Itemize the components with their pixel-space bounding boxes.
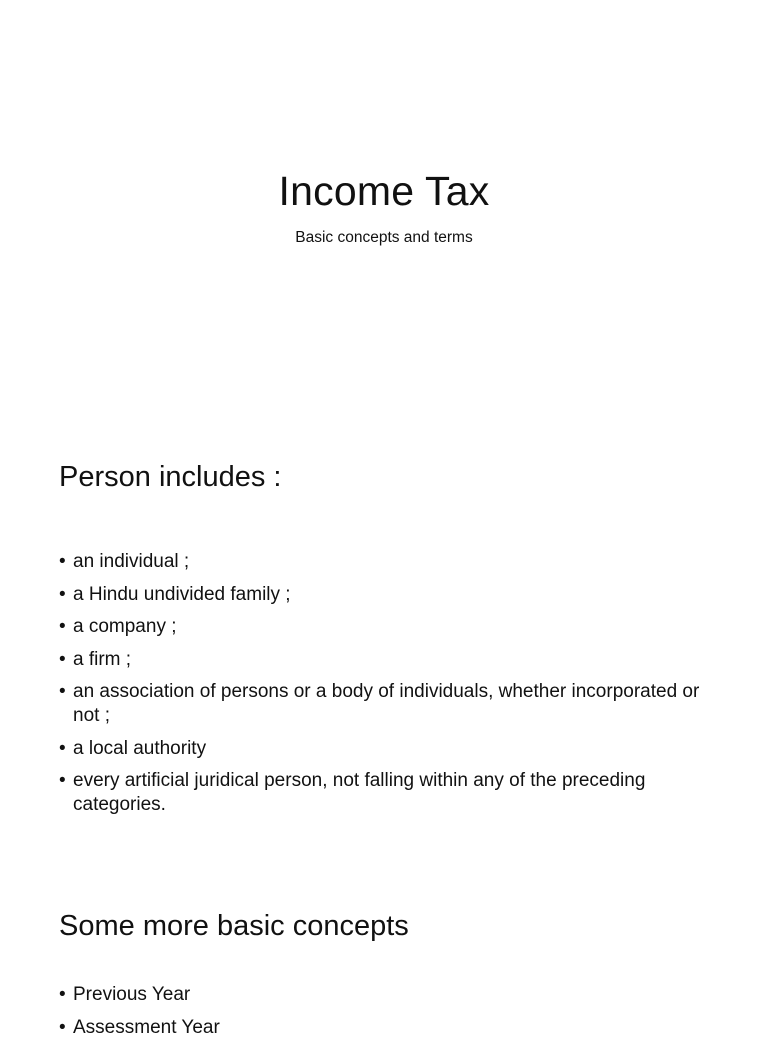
list-item (59, 769, 719, 817)
bullet-icon: • (59, 984, 66, 1005)
list-item-text: Previous Year (73, 984, 191, 1005)
person-includes-list (59, 550, 719, 826)
list-item-text: a Hindu undivided family ; (73, 583, 291, 605)
list-item (59, 1016, 719, 1040)
list-item (59, 550, 719, 574)
list-item (59, 615, 719, 639)
bullet-icon: • (59, 648, 66, 670)
bullet-icon: • (59, 616, 66, 637)
bullet-icon: • (59, 770, 66, 791)
section-heading-person-includes: Person includes : (59, 461, 282, 493)
list-item (59, 680, 719, 728)
bullet-icon: • (59, 681, 66, 702)
list-item-text: an individual ; (73, 551, 190, 572)
bullet-icon: • (59, 583, 66, 605)
list-item (59, 583, 719, 607)
bullet-icon: • (59, 737, 66, 759)
list-item (59, 983, 719, 1007)
section-heading-more-concepts: Some more basic concepts (59, 910, 409, 942)
list-item-text: every artificial juridical person, not falling within any of the preceding categories. (73, 770, 646, 815)
list-item-text: a firm ; (73, 648, 132, 670)
list-item (59, 648, 719, 672)
list-item-text: a company ; (73, 616, 177, 637)
bullet-icon: • (59, 551, 66, 572)
list-item-text: Assessment Year (73, 1016, 220, 1038)
list-item-text: a local authority (73, 737, 207, 759)
list-item-text: an association of persons or a body of individuals, whether incorporated or not ; (73, 681, 700, 726)
list-item (59, 737, 719, 761)
slide-title: Income Tax (278, 168, 490, 214)
slide-subtitle: Basic concepts and terms (295, 229, 473, 246)
more-concepts-list (59, 983, 719, 1048)
bullet-icon: • (59, 1016, 66, 1038)
